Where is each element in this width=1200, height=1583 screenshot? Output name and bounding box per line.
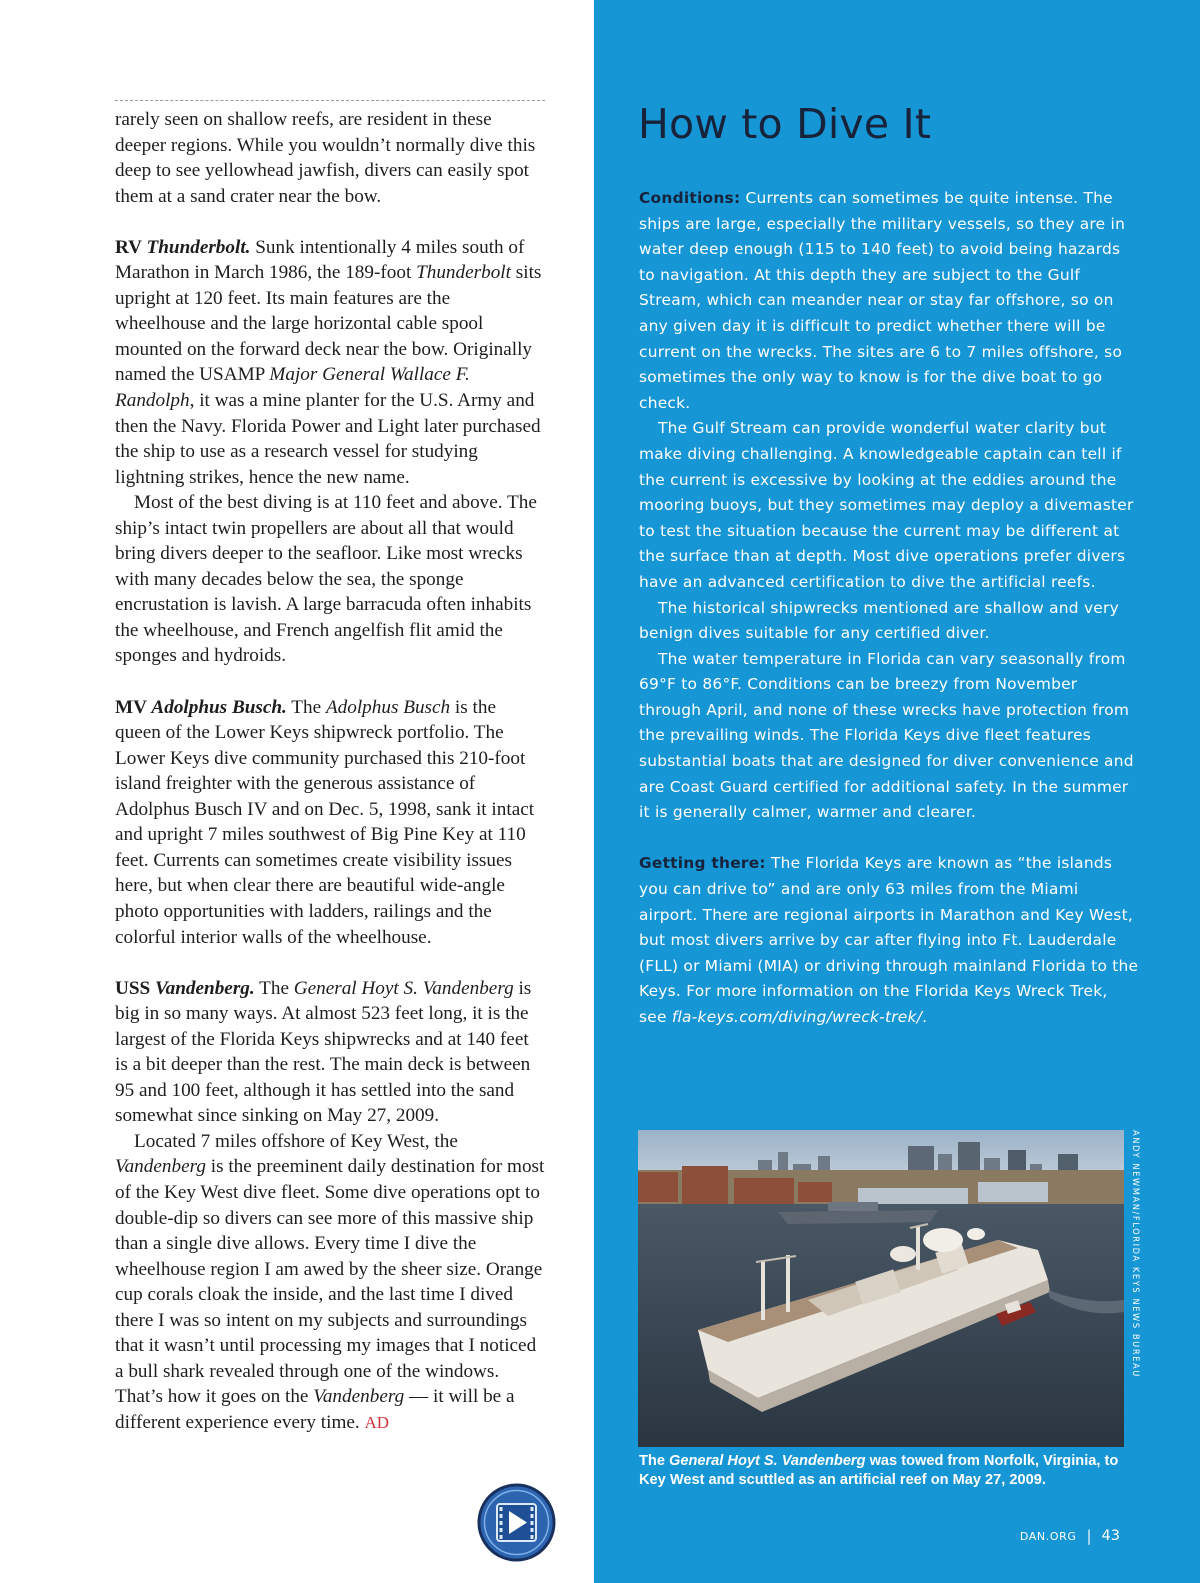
thunderbolt-section: RV Thunderbolt. Sunk intentionally 4 miles south of Marathon in March 1986, the 189-foot Thunderbolt sits upright at 120 feet. Its main features are the wheelhouse and the large horizontal cable spool mounted on the forward deck near the bow. Originally named the USAMP Major General Wallace F. Randolph, it was a mine planter for the U.S. Army and then the Navy. Florida Power and Light later purchased the ship to use as a research vessel for studying lightning strikes, hence the new name.: [115, 236, 542, 488]
section-lead: RV Thunderbolt.: [115, 236, 251, 258]
getting-there-label: Getting there:: [639, 854, 766, 873]
vandenberg-section: USS Vandenberg. The General Hoyt S. Vandenberg is big in so many ways. At almost 523 feet long, it is the largest of the Florida Keys shipwrecks and at 140 feet is a bit deeper than the rest. The main deck is between 95 and 100 feet, although it has settled into the sand somewhat since sinking on May 27, 2009.: [115, 977, 532, 1127]
sidebar-paragraph: The water temperature in Florida can vary seasonally from 69°F to 86°F. Conditions can be breezy from November through April, and none of these wrecks have protection from the prevailing winds. The Florida Keys dive fleet features substantial boats that are designed for diver convenience and are Coast Guard certified for additional safety. In the summer it is generally calmer, warmer and clearer.: [639, 649, 1134, 822]
conditions-label: Conditions:: [639, 189, 741, 207]
article-paragraph: Located 7 miles offshore of Key West, the Vandenberg is the preeminent daily destination for most of the Key West dive fleet. Some dive operations opt to double-dip so divers can see more of this massive ship than a single dive allows. Every time I dive the wheelhouse region I am awed by the sheer size. Orange cup corals cloak the inside, and the last time I dived there I was so intent on my subjects and surroundings that it wasn’t until processing my images that I noticed a bull shark revealed through one of the windows. That’s how it goes on the Vandenberg — it will be a different experience every time. AD: [115, 1130, 545, 1433]
getting-there-paragraph: Getting there: The Florida Keys are known as “the islands you can drive to” and are only 63 miles from the Miami airport. There are regional airports in Marathon and Key West, but most divers arrive by car after flying into Ft. Lauderdale (FLL) or Miami (MIA) or driving through mainland Florida to the Keys. For more information on the Florida Keys Wreck Trek, see fla-keys.com/diving/wreck-trek/.: [639, 854, 1139, 1026]
sidebar-paragraph: The Gulf Stream can provide wonderful water clarity but make diving challenging. A knowledgeable captain can tell if the current is excessive by looking at the eddies around the mooring buoys, but they sometimes may deploy a divemaster to test the situation because the current may be different at the surface than at depth. Most dive operations prefer divers have an advanced certification to dive the artificial reefs.: [639, 419, 1134, 591]
sidebar-body: [639, 186, 1139, 1031]
section-lead: MV Adolphus Busch.: [115, 696, 287, 718]
site-name: DAN.ORG: [1019, 1529, 1077, 1543]
column-rule: [115, 100, 545, 101]
wreck-trek-link[interactable]: fla-keys.com/diving/wreck-trek/: [671, 1008, 923, 1026]
busch-section: MV Adolphus Busch. The Adolphus Busch is the queen of the Lower Keys shipwreck portfolio. The Lower Keys dive community purchased this 210-foot island freighter with the generous assistance of Adolphus Busch IV and on Dec. 5, 1998, sank it intact and upright 7 miles southwest of Big Pine Key at 110 feet. Currents can sometimes create visibility issues here, but when clear there are beautiful wide-angle photo opportunities with ladders, railings and the colorful interior walls of the wheelhouse.: [115, 696, 535, 948]
article-column: [115, 100, 545, 1435]
footer-separator: |: [1086, 1527, 1092, 1545]
photo-caption: The General Hoyt S. Vandenberg was towed from Norfolk, Virginia, to Key West and scuttled as an artificial reef on May 27, 2009.: [639, 1453, 1119, 1488]
author-signature: AD: [364, 1412, 390, 1432]
article-paragraph: rarely seen on shallow reefs, are resident in these deeper regions. While you wouldn’t normally dive this deep to see yellowhead jawfish, divers can easily spot them at a sand crater near the bow.: [115, 109, 536, 207]
conditions-paragraph: Conditions: Currents can sometimes be quite intense. The ships are large, especially the military vessels, so they are in water deep enough (115 to 140 feet) to avoid being hazards to navigation. At this depth they are subject to the Gulf Stream, which can meander near or stay far offshore, so on any given day it is difficult to predict whether there will be current on the wrecks. The sites are 6 to 7 miles offshore, so sometimes the only way to know is for the dive boat to go check.: [639, 189, 1126, 412]
sidebar-title: How to Dive It: [638, 100, 932, 148]
article-paragraph: Most of the best diving is at 110 feet and above. The ship’s intact twin propellers are about all that would bring divers deeper to the seafloor. Like most wrecks with many decades below the sea, the sponge encrustation is lavish. A large barracuda often inhabits the wheelhouse, and French angelfish flit amid the sponges and hydroids.: [115, 492, 537, 667]
play-icon: [477, 1483, 556, 1562]
section-lead: USS Vandenberg.: [115, 977, 255, 999]
video-play-button[interactable]: [477, 1483, 556, 1562]
ship-photo: [638, 1130, 1124, 1447]
page-footer: [1020, 1527, 1120, 1545]
photo-credit: ANDY NEWMAN/FLORIDA KEYS NEWS BUREAU: [1130, 1130, 1141, 1378]
page-number: 43: [1101, 1528, 1120, 1544]
sidebar-paragraph: The historical shipwrecks mentioned are shallow and very benign dives suitable for any certified diver.: [639, 598, 1119, 643]
